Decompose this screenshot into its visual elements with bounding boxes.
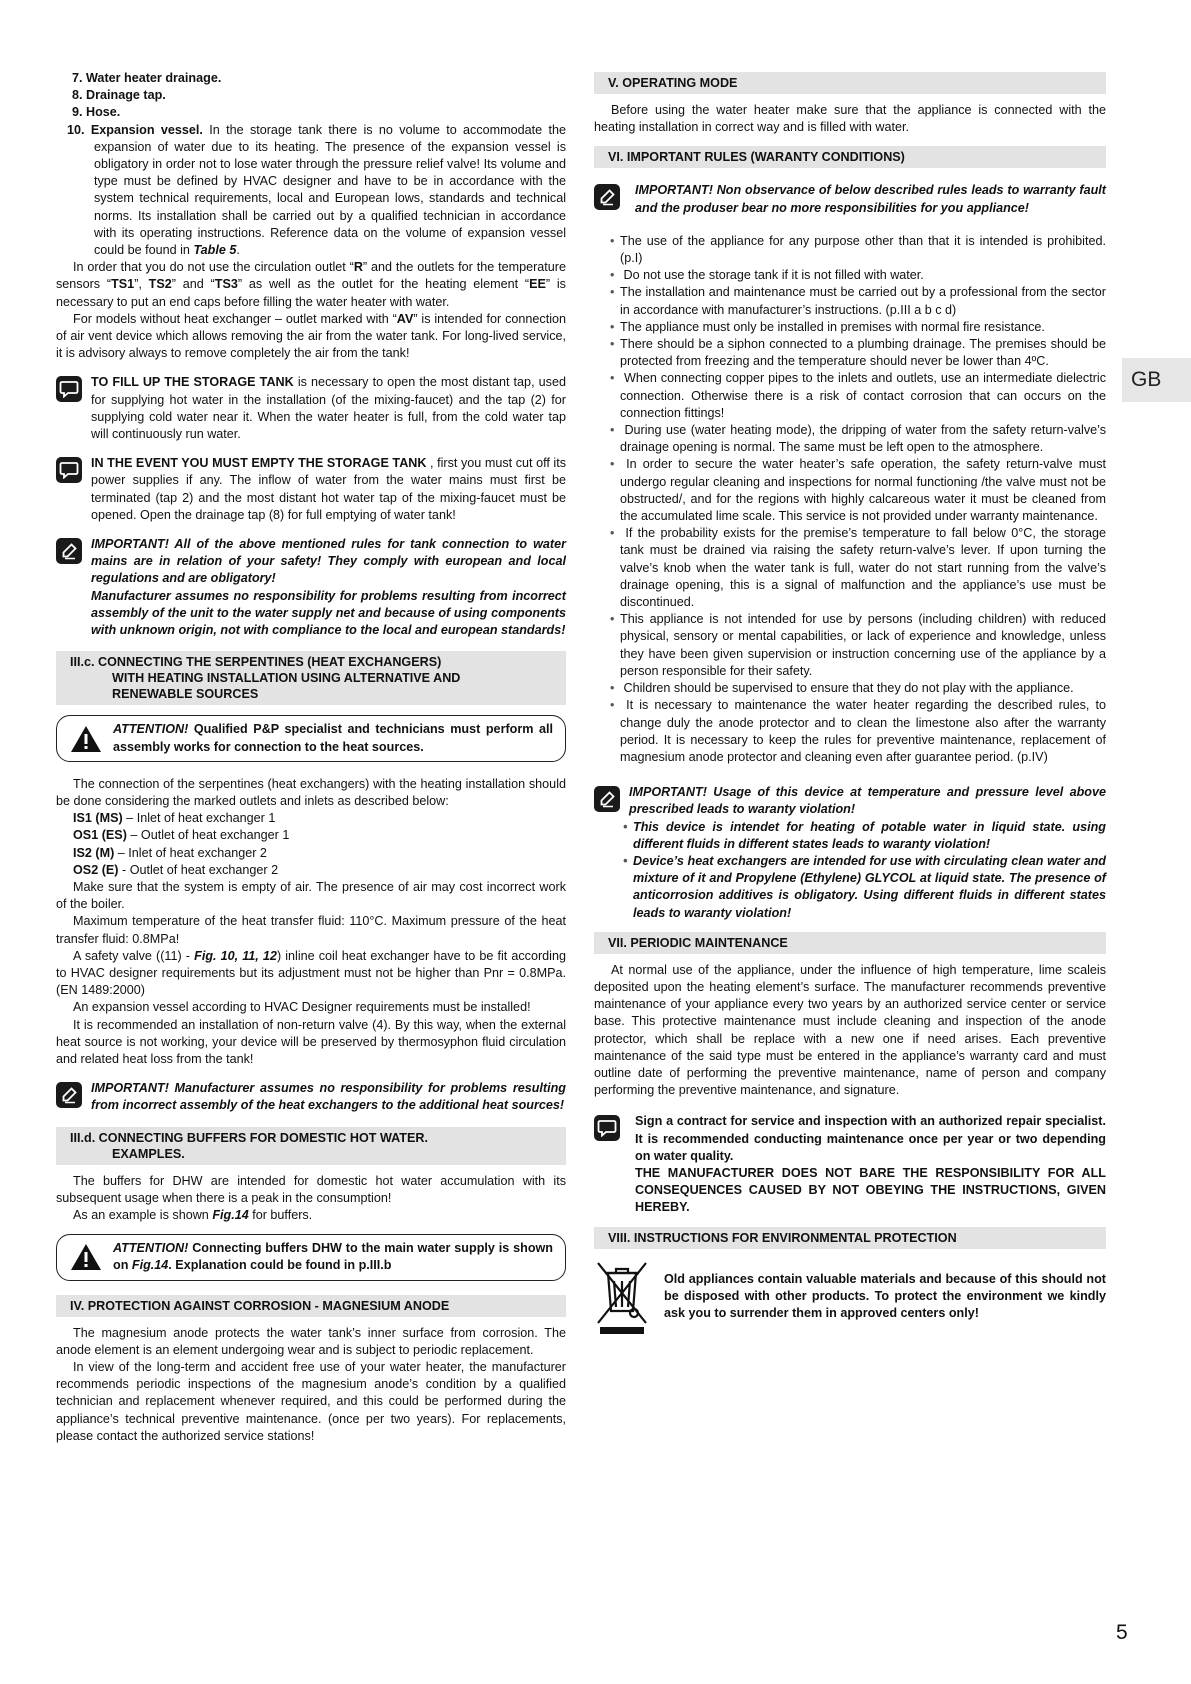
buffers-paragraph: The buffers for DHW are intended for domestic hot water accumulation with its subsequent usage when there is a peak in the consumption!	[56, 1173, 566, 1205]
right-column	[594, 72, 1106, 1335]
serpentines-list	[56, 810, 566, 879]
pen-icon	[594, 786, 620, 812]
section-heading-8: VIII. INSTRUCTIONS FOR ENVIRONMENTAL PROTECTION	[594, 1227, 1106, 1249]
maintenance-paragraph: At normal use of the appliance, under the influence of high temperature, lime scaleis deposited upon the heating element’s surface. The manufacturer recommends preventive maintenance of your appliance every two years by an authorized service center or service base. This protective maintenance must include cleaning and inspection of the anode protector, which shall be replace with a new one if need arises. Each preventive maintenance of the said type must be entered in the appliance’s warranty card and must outline date of performing the preventive maintenance, name of person and company performing the preventive maintenance, and signature.	[594, 962, 1106, 1098]
list-item: • Device’s heat exchangers are intended for use with circulating clean water and mixture of it and Propylene (Ethylene) GLYCOL at liquid state. The presence of anticorrosion additives is obligatory. Using different fluids in different states leads to waranty violation!	[623, 853, 1106, 920]
speech-bubble-icon	[594, 1115, 620, 1141]
pen-icon	[56, 538, 82, 564]
attention-box-buffers: ATTENTION! Connecting buffers DHW to the main water supply is shown on Fig.14. Explanation could be found in p.III.b	[56, 1234, 566, 1280]
left-column	[56, 70, 566, 1445]
important-note-connection: IMPORTANT! All of the above mentioned rules for tank connection to water mains are in relation of your safety! They comply with european and local regulations and are obligatory! Manufacturer assumes no responsibility for problems resulting from incorrect assembly of the unit to the water supply net and because of using components with unknown origin, not with compliance to the local and european standards!	[56, 536, 566, 639]
end-caps-paragraph: In order that you do not use the circulation outlet “R” and the outlets for the temperature sensors “TS1”, TS2” and “TS3” as well as the outlet for the heating element “EE” is necessary to put an end caps before filling the water heater with water.	[56, 260, 566, 309]
buffers-example-paragraph: As an example is shown Fig.14 for buffers.	[73, 1207, 313, 1222]
list-item: • Children should be supervised to ensure that they do not play with the appliance.	[610, 681, 1074, 696]
warranty-rules-list	[594, 233, 1106, 766]
air-vent-paragraph: For models without heat exchanger – outlet marked with “AV” is intended for connection of air vent device which allows removing the air from the water tank. For long-lived service, it is advisory always to remove completely the air from the tank!	[56, 311, 566, 361]
speech-bubble-icon	[56, 457, 82, 483]
list-item: • There should be a siphon connected to a plumbing drainage. The premises should be protected from freezing and the temperature should never be lower than 4ºC.	[610, 337, 1106, 369]
environmental-note: Old appliances contain valuable materials and because of this should not be disposed with other products. To protect the environment we kindly ask you to surrender them in approved centers only!	[594, 1257, 1106, 1335]
section-heading-6: VI. IMPORTANT RULES (WARANTY CONDITIONS)	[594, 146, 1106, 168]
list-item: OS2 (E) - Outlet of heat exchanger 2	[73, 862, 279, 877]
warning-triangle-icon	[69, 1242, 103, 1272]
section-heading-5: V. OPERATING MODE	[594, 72, 1106, 94]
components-list	[56, 70, 566, 259]
service-contract-note: Sign a contract for service and inspection with an authorized repair specialist. It is recommended conducting maintenance once per year or two depending on water quality. THE MANUFACTURER DOES NOT BARE THE RESPONSIBILITY FOR ALL CONSEQUENCES CAUSED BY NOT OBEYING THE INSTRUCTIONS, GIVEN HEREBY.	[594, 1113, 1106, 1216]
list-item: IS1 (MS) – Inlet of heat exchanger 1	[73, 811, 276, 826]
list-item: • It is necessary to maintenance the water heater regarding the described rules, to change duly the anode protector and to clean the limestone also after the warranty period. It is necessary to keep the rules for preventive maintenance, replacement of magnesium anode protector and cleaning even after guarantee period. (p.IV)	[610, 698, 1107, 764]
pen-icon	[594, 184, 620, 210]
list-item: • Do not use the storage tank if it is not filled with water.	[610, 268, 924, 283]
language-tab: GB	[1122, 358, 1191, 402]
safety-valve-paragraph: A safety valve ((11) - Fig. 10, 11, 12) inline coil heat exchanger have to be fit according to HVAC designer requirements but its adjustment must not be higher than Pnr = 0.8MPa. (EN 1489:2000)	[56, 948, 566, 998]
list-item: IS2 (M) – Inlet of heat exchanger 2	[73, 845, 267, 860]
operating-mode-paragraph: Before using the water heater make sure that the appliance is connected with the heating installation in correct way and is filled with water.	[594, 103, 1106, 135]
section-heading-4: IV. PROTECTION AGAINST CORROSION - MAGNESIUM ANODE	[56, 1295, 566, 1317]
list-item: • During use (water heating mode), the dripping of water from the safety return-valve’s drainage opening is normal. The same must be left open to the atmosphere.	[610, 423, 1106, 455]
list-item: • This appliance is not intended for use by persons (including children) with reduced physical, sensory or mental capabilities, or lack of experience and knowledge, unless they have been given supervision or instruction concerning use of the appliance by a person responsible for their safety.	[610, 612, 1106, 678]
crossed-bin-icon	[594, 1257, 650, 1335]
list-item: 9. Hose.	[72, 105, 121, 120]
serpentines-intro: The connection of the serpentines (heat exchangers) with the heating installation should be done considering the marked outlets and inlets as described below:	[56, 776, 566, 808]
non-return-valve-paragraph: It is recommended an installation of non-return valve (4). By this way, when the external heat source is not working, your device will be preserved by thermosyphon fluid circulation and related heat loss from the tank!	[56, 1017, 566, 1066]
speech-bubble-icon	[56, 376, 82, 402]
list-item-expansion-vessel: 10. Expansion vessel. In the storage tank there is no volume to accommodate the expansion of water due to its heating. The presence of the expansion vessel is obligatory in order not to lose water through the pressure relief valve! Its volume and type must be defined by HVAC designer and have to be in accordance with the system technical requirements, local and European lows, standards and technical norms. Its installation shall be carried out by a qualified technician in accordance with its operating instructions. Reference data on the volume of expansion vessel could be found in Table 5.	[67, 122, 566, 258]
empty-tank-note: IN THE EVENT YOU MUST EMPTY THE STORAGE TANK , first you must cut off its power supplies if any. The inflow of water from the water mains must first be terminated (tap 2) and the most distant hot water tap of the mixing-faucet must be opened. Open the drainage tap (8) for full emptying of water tank!	[56, 455, 566, 524]
attention-box-heat-sources: ATTENTION! Qualified P&P specialist and technicians must perform all assembly works for connection to the heat sources.	[56, 715, 566, 761]
section-heading-3c: III.c. CONNECTING THE SERPENTINES (HEAT EXCHANGERS) WITH HEATING INSTALLATION USING ALTERNATIVE AND RENEWABLE SOURCES	[56, 651, 566, 705]
section-heading-3d: III.d. CONNECTING BUFFERS FOR DOMESTIC HOT WATER. EXAMPLES.	[56, 1127, 566, 1165]
list-item: • In order to secure the water heater’s safe operation, the safety return-valve must undergo regular cleaning and inspections for normal functioning /the valve must not be obstructed/, and for the regions with highly calcareous water it must be cleaned from the accumulated lime scale. This service is not provided under warranty maintenance.	[610, 457, 1107, 524]
list-item: • The use of the appliance for any purpose other than that it is intended is prohibited. (p.I)	[610, 233, 1106, 266]
fill-tank-note: TO FILL UP THE STORAGE TANK is necessary to open the most distant tap, used for supplying hot water in the installation (of the mixing-faucet) and the tap (2) for supplying cold water near it. When the water heater is full, from the cold water tap will continuously run water.	[56, 374, 566, 443]
max-temp-paragraph: Maximum temperature of the heat transfer fluid: 110°C. Maximum pressure of the heat transfer fluid: 0.8MPa!	[56, 914, 566, 946]
anode-paragraph-2: In view of the long-term and accident free use of your water heater, the manufacturer recommends periodic inspections of the magnesium anode’s condition by a qualified technician and replacement whenever required, and this could be performed during the appliance’s technical preventive maintenance. (once per two years). For replacements, please contact the authorized service stations!	[56, 1359, 566, 1443]
air-paragraph: Make sure that the system is empty of air. The presence of air may cost incorrect work of the boiler.	[56, 879, 566, 912]
list-item: 7. Water heater drainage.	[72, 71, 222, 85]
list-item: • This device is intendet for heating of potable water in liquid state. using different fluids in different states leads to waranty violation!	[623, 819, 1106, 851]
expansion-vessel-paragraph: An expansion vessel according to HVAC Designer requirements must be installed!	[73, 1000, 531, 1015]
warning-triangle-icon	[69, 724, 103, 754]
list-item: • The installation and maintenance must be carried out by a professional from the sector in accordance with manufacturer’s instructions. (p.III a b c d)	[610, 285, 1106, 317]
list-item: • If the probability exists for the premise’s temperature to fall below 0°C, the storage tank must be drained via raising the safety return-valve’s lever. If upon turning the valve’s knob when the water tank is full, water do not start running from the valve’s drainage opening, this is a signal of malfunction and the appliance’s use must be discontinued.	[610, 526, 1106, 610]
important-note-pressure: IMPORTANT! Usage of this device at temperature and pressure level above prescribed leads to waranty violation! • This device is intendet for heating of potable water in liquid state. using different fluids in different states leads to waranty violation! • Device’s heat exchangers are intended for use with circulating clean water and mixture of it and Propylene (Ethylene) GLYCOL at liquid state. The presence of anticorrosion additives is obligatory. Using different fluids in different states leads to waranty violation!	[594, 784, 1106, 922]
list-item: • The appliance must only be installed in premises with normal fire resistance.	[610, 319, 1045, 334]
pen-icon	[56, 1082, 82, 1108]
list-item: • When connecting copper pipes to the inlets and outlets, use an intermediate dielectric connection. Otherwise there is a risk of contact corrosion that can occurs on the connection fittings!	[610, 371, 1107, 420]
page-number: 5	[1116, 1621, 1128, 1644]
section-heading-7: VII. PERIODIC MAINTENANCE	[594, 932, 1106, 954]
list-item: 8. Drainage tap.	[72, 88, 166, 103]
list-item: OS1 (ES) – Outlet of heat exchanger 1	[73, 828, 290, 843]
anode-paragraph-1: The magnesium anode protects the water tank’s inner surface from corrosion. The anode element is an element undergoing wear and is subject to periodic replacement.	[56, 1325, 566, 1357]
important-note-warranty: IMPORTANT! Non observance of below described rules leads to warranty fault and the produser bear no more responsibilities for you appliance!	[594, 182, 1106, 216]
important-note-heat-exchangers: IMPORTANT! Manufacturer assumes no responsibility for problems resulting from incorrect assembly of the heat exchangers to the additional heat sources!	[56, 1080, 566, 1114]
